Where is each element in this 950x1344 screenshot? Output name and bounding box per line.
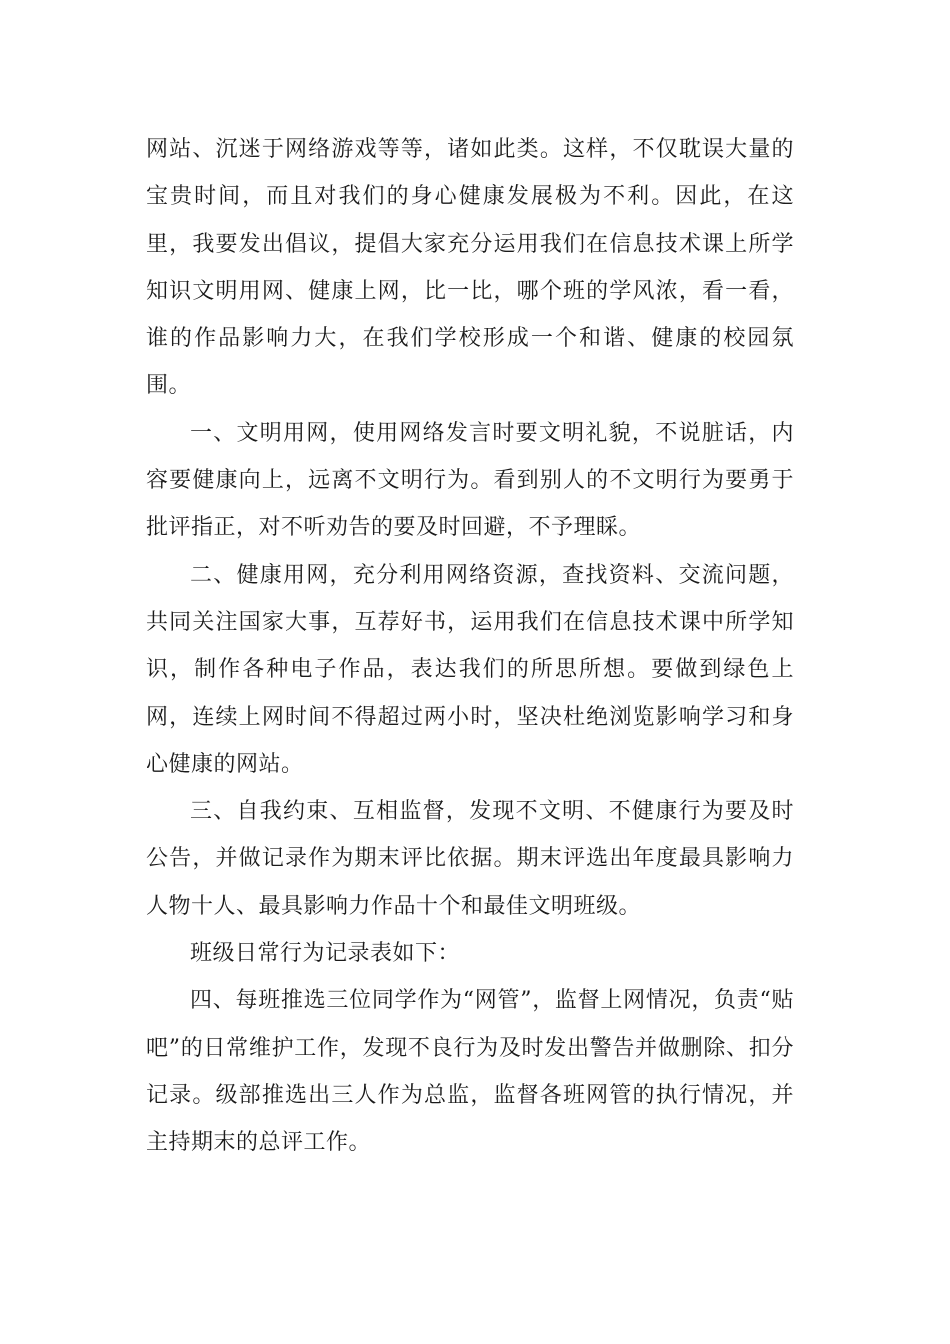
paragraph-item-3: 三、自我约束、互相监督，发现不文明、不健康行为要及时公告，并做记录作为期末评比依据。期末评选出年度最具影响力人物十人、最具影响力作品十个和最佳文明班级。 [146,799,794,919]
document-body [146,126,794,1167]
paragraph-item-2: 二、健康用网，充分利用网络资源，查找资料、交流问题，共同关注国家大事，互荐好书，运用我们在信息技术课中所学知识，制作各种电子作品，表达我们的所思所想。要做到绿色上网，连续上网时间不得超过两小时，坚决杜绝浏览影响学习和身心健康的网站。 [146,562,794,777]
paragraph-item-4: 四、每班推选三位同学作为“网管”，监督上网情况，负责“贴吧”的日常维护工作，发现不良行为及时发出警告并做删除、扣分记录。级部推选出三人作为总监，监督各班网管的执行情况，并主持期末的总评工作。 [146,988,794,1156]
paragraph-record-note: 班级日常行为记录表如下： [190,941,461,967]
paragraph-item-1: 一、文明用网，使用网络发言时要文明礼貌，不说脏话，内容要健康向上，远离不文明行为。看到别人的不文明行为要勇于批评指正，对不听劝告的要及时回避，不予理睬。 [146,420,794,541]
paragraph-intro: 网站、沉迷于网络游戏等等，诸如此类。这样，不仅耽误大量的宝贵时间，而且对我们的身心健康发展极为不利。因此，在这里，我要发出倡议，提倡大家充分运用我们在信息技术课上所学知识文明用网、健康上网，比一比，哪个班的学风浓，看一看，谁的作品影响力大，在我们学校形成一个和谐、健康的校园氛围。 [146,137,794,399]
